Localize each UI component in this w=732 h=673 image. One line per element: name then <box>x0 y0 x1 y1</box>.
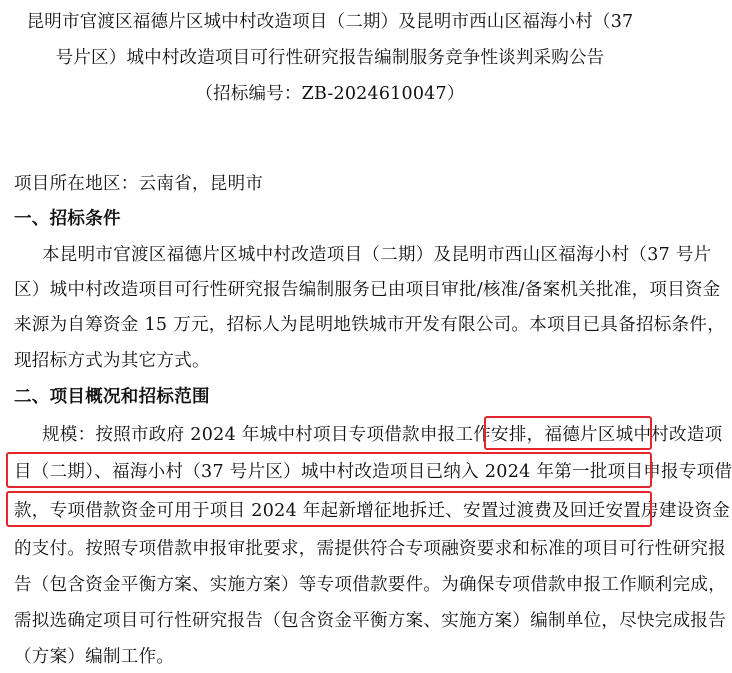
section-2-heading: 二、项目概况和招标范围 <box>14 387 210 407</box>
highlight-box-2 <box>6 452 652 488</box>
section-2-line-1: 规模：按照市政府 2024 年城中村项目专项借款申报工作安排，福德片区城中村改造项 <box>42 425 723 445</box>
announcement-title <box>8 4 652 112</box>
project-location: 项目所在地区：云南省，昆明市 <box>14 174 264 194</box>
highlight-box-1 <box>484 416 652 450</box>
section-2-line-2: 目（二期）、福海小村（37 号片区）城中村改造项目已纳入 2024 年第一批项目申报专项借 <box>14 462 732 482</box>
section-1-line-1: 本昆明市官渡区福德片区城中村改造项目（二期）及昆明市西山区福海小村（37 号片 <box>42 245 712 265</box>
section-2-line-7: （方案）编制工作。 <box>14 647 175 667</box>
section-2-line-4: 的支付。按照专项借款申报审批要求，需提供符合专项融资要求和标准的项目可行性研究报 <box>14 539 726 559</box>
title-line-1: 昆明市官渡区福德片区城中村改造项目（二期）及昆明市西山区福海小村（37 <box>26 12 634 32</box>
section-1-line-4: 现招标方式为其它方式。 <box>14 351 210 371</box>
section-2-line-3: 款，专项借款资金可用于项目 2024 年起新增征地拆迁、安置过渡费及回迁安置房建设资金 <box>14 501 731 521</box>
section-2-line-5: 告（包含资金平衡方案、实施方案）等专项借款要件。为确保专项借款申报工作顺利完成， <box>14 575 726 595</box>
section-2-line-6: 需拟选确定项目可行性研究报告（包含资金平衡方案、实施方案）编制单位，尽快完成报告 <box>14 611 726 631</box>
section-1-line-2: 区）城中村改造项目可行性研究报告编制服务已由项目审批/核准/备案机关批准，项目资金 <box>14 280 721 300</box>
highlight-box-3 <box>6 491 652 527</box>
tender-number: （招标编号：ZB-2024610047） <box>195 84 465 104</box>
section-1-line-3: 来源为自筹资金 15 万元，招标人为昆明地铁城市开发有限公司。本项目已具备招标条件， <box>14 315 725 335</box>
section-1-heading: 一、招标条件 <box>14 209 121 229</box>
title-line-2: 号片区）城中村改造项目可行性研究报告编制服务竞争性谈判采购公告 <box>55 48 605 68</box>
